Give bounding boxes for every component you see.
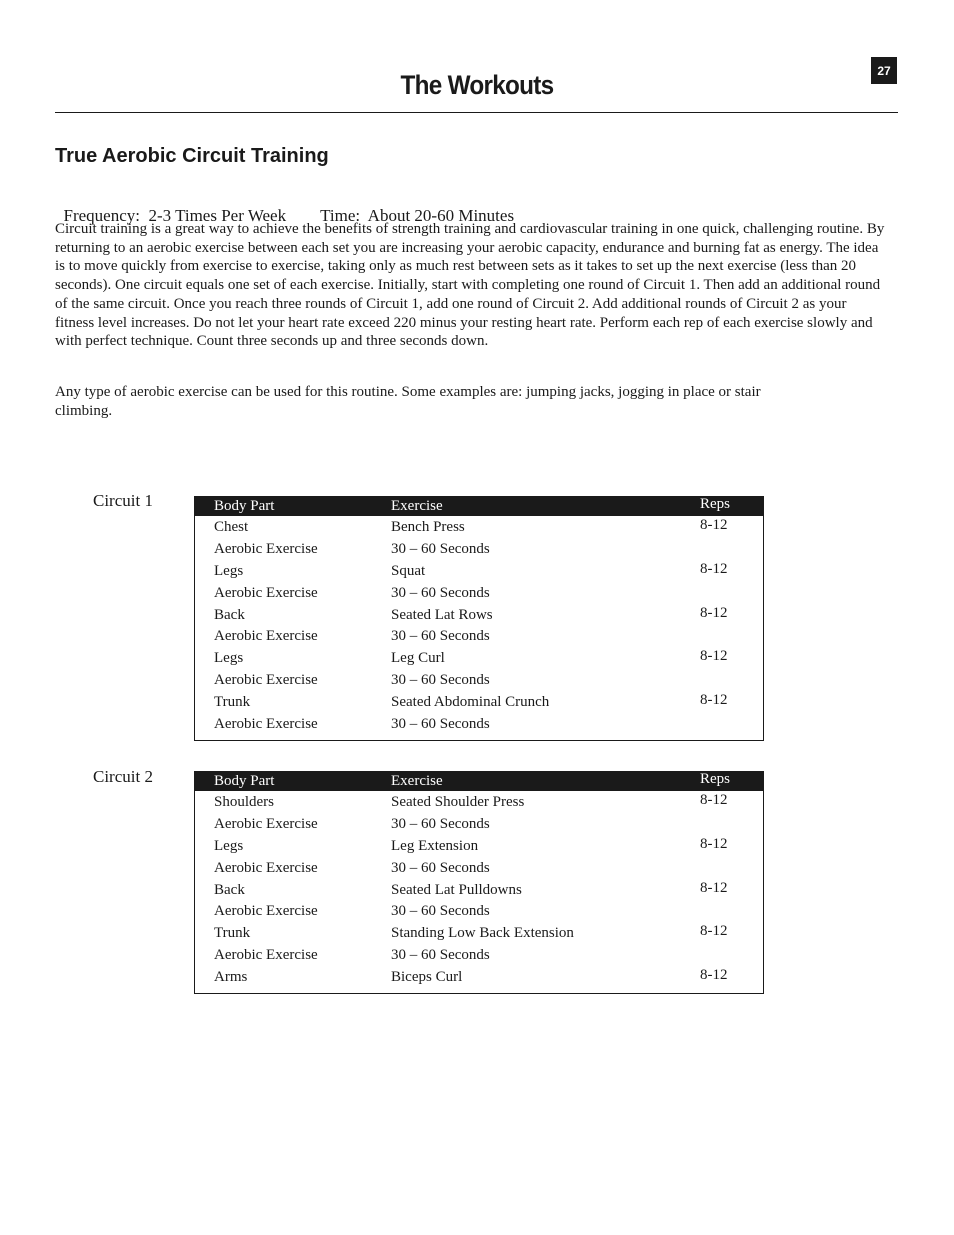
cell-exercise: Seated Shoulder Press xyxy=(391,794,525,810)
header-reps: Reps xyxy=(700,496,730,512)
cell-exercise: 30 – 60 Seconds xyxy=(391,947,490,964)
table-body xyxy=(195,791,763,993)
table-row xyxy=(195,858,763,880)
table-row xyxy=(195,517,763,539)
table-row xyxy=(195,814,763,836)
aerobic-examples-paragraph: Any type of aerobic exercise can be used for this routine. Some examples are: jumping jacks, jogging in place or stair climbing. xyxy=(55,384,761,419)
cell-exercise: 30 – 60 Seconds xyxy=(391,815,490,832)
cell-exercise: Leg Extension xyxy=(391,837,479,854)
table-row xyxy=(195,792,763,814)
cell-body-part: Legs xyxy=(214,837,244,854)
circuit-2-table xyxy=(194,771,764,994)
cell-body-part: Legs xyxy=(214,562,244,579)
page-number: 27 xyxy=(871,57,897,84)
table-row xyxy=(195,692,763,714)
cell-exercise: Standing Low Back Extension xyxy=(391,925,574,942)
cell-exercise: 30 – 60 Seconds xyxy=(391,628,490,645)
cell-exercise: Leg Curl xyxy=(391,650,445,667)
cell-body-part: Aerobic Exercise xyxy=(214,859,318,876)
cell-reps: 8-12 xyxy=(700,692,728,709)
cell-exercise: 30 – 60 Seconds xyxy=(391,903,490,920)
frequency-text: Frequency: 2-3 Times Per Week xyxy=(63,206,287,225)
header-body-part: Body Part xyxy=(214,773,275,789)
cell-body-part: Arms xyxy=(214,969,248,986)
table-header xyxy=(195,772,763,791)
cell-reps: 8-12 xyxy=(700,604,728,621)
table-row xyxy=(195,670,763,692)
cell-reps: 8-12 xyxy=(700,835,728,852)
cell-exercise: Bench Press xyxy=(391,519,465,535)
cell-exercise: 30 – 60 Seconds xyxy=(391,584,490,601)
cell-body-part: Aerobic Exercise xyxy=(214,947,318,964)
cell-body-part: Shoulders xyxy=(214,794,274,810)
circuit-2-label: Circuit 2 xyxy=(93,767,153,786)
header-exercise: Exercise xyxy=(391,773,443,789)
cell-body-part: Chest xyxy=(214,519,249,535)
table-row xyxy=(195,880,763,902)
cell-reps: 8-12 xyxy=(700,879,728,896)
time-text: Time: About 20-60 Minutes xyxy=(320,206,515,225)
cell-body-part: Aerobic Exercise xyxy=(214,903,318,920)
cell-exercise: 30 – 60 Seconds xyxy=(391,540,490,557)
cell-exercise: Seated Abdominal Crunch xyxy=(391,694,550,711)
cell-body-part: Aerobic Exercise xyxy=(214,584,318,601)
chapter-title: The Workouts xyxy=(400,70,554,100)
intro-paragraph: Circuit training is a great way to achieve the benefits of strength training and cardiovascular training in one quick, challenging routine. By returning to an aerobic exercise between each set you are increasing your aerobic capacity, endurance and burning fat as energy. The idea is to move quickly from exercise to exercise, taking only as much rest between sets as it takes to set up the next exercise (less than 20 seconds). One circuit equals one set of each exercise. Initially, start with completing one round of Circuit 1. Then add an additional round of the same circuit. Once you reach three rounds of Circuit 1, add one round of Circuit 2. Add additional rounds of Circuit 2 as your fitness level increases. Do not let your heart rate exceed 220 minus your resting heart rate. Perform each rep of each exercise slowly and with perfect technique. Count three seconds up and three seconds down. xyxy=(55,221,885,350)
table-row xyxy=(195,561,763,583)
cell-reps: 8-12 xyxy=(700,792,728,808)
cell-body-part: Aerobic Exercise xyxy=(214,815,318,832)
table-row xyxy=(195,923,763,945)
table-row xyxy=(195,901,763,923)
cell-body-part: Back xyxy=(214,606,245,623)
cell-reps: 8-12 xyxy=(700,967,728,984)
circuit-1-table xyxy=(194,496,764,741)
table-row xyxy=(195,605,763,627)
cell-exercise: Squat xyxy=(391,562,426,579)
cell-exercise: 30 – 60 Seconds xyxy=(391,859,490,876)
cell-body-part: Aerobic Exercise xyxy=(214,628,318,645)
table-row xyxy=(195,967,763,989)
cell-body-part: Trunk xyxy=(214,925,251,942)
cell-exercise: Seated Lat Pulldowns xyxy=(391,881,522,898)
cell-body-part: Legs xyxy=(214,650,244,667)
table-row xyxy=(195,626,763,648)
section-title: True Aerobic Circuit Training xyxy=(55,145,329,167)
cell-body-part: Aerobic Exercise xyxy=(214,716,318,733)
table-row xyxy=(195,714,763,736)
cell-exercise: Biceps Curl xyxy=(391,969,463,986)
table-row xyxy=(195,583,763,605)
title-divider xyxy=(55,112,898,113)
cell-reps: 8-12 xyxy=(700,923,728,940)
table-row xyxy=(195,648,763,670)
cell-body-part: Aerobic Exercise xyxy=(214,540,318,557)
table-row xyxy=(195,945,763,967)
table-header xyxy=(195,497,763,516)
cell-reps: 8-12 xyxy=(700,648,728,665)
header-body-part: Body Part xyxy=(214,498,275,514)
cell-reps: 8-12 xyxy=(700,560,728,577)
cell-exercise: 30 – 60 Seconds xyxy=(391,672,490,689)
header-exercise: Exercise xyxy=(391,498,443,514)
header-reps: Reps xyxy=(700,771,730,787)
cell-body-part: Trunk xyxy=(214,694,251,711)
cell-body-part: Back xyxy=(214,881,245,898)
table-row xyxy=(195,836,763,858)
cell-exercise: 30 – 60 Seconds xyxy=(391,716,490,733)
circuit-1-label: Circuit 1 xyxy=(93,491,153,510)
cell-body-part: Aerobic Exercise xyxy=(214,672,318,689)
cell-exercise: Seated Lat Rows xyxy=(391,606,493,623)
table-body xyxy=(195,516,763,740)
cell-reps: 8-12 xyxy=(700,517,728,533)
table-row xyxy=(195,539,763,561)
